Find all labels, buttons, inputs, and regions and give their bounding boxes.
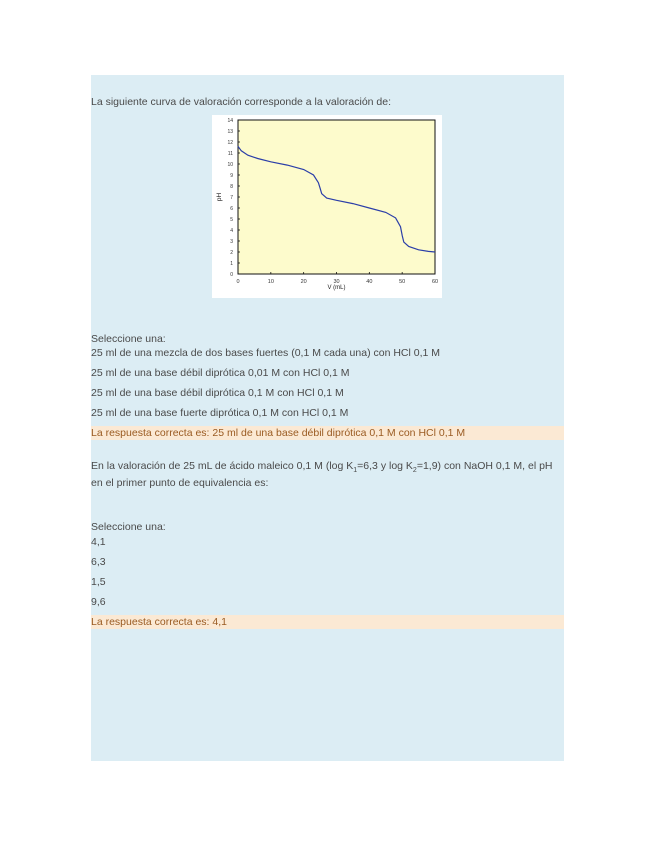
y-tick-label: 5: [230, 217, 233, 223]
y-tick-label: 9: [230, 173, 233, 179]
y-tick-label: 2: [230, 250, 233, 256]
x-tick-label: 40: [366, 279, 373, 285]
y-tick-label: 4: [230, 228, 233, 234]
x-tick-label: 50: [399, 279, 406, 285]
y-tick-label: 3: [230, 239, 233, 245]
question-2-prompt-part2: =6,3 y log K: [357, 460, 413, 472]
y-tick-label: 11: [227, 151, 233, 157]
y-tick-label: 13: [227, 129, 233, 135]
y-tick-label: 6: [230, 206, 233, 212]
question-2-option-1[interactable]: 4,1: [91, 536, 106, 548]
question-2-option-4[interactable]: 9,6: [91, 596, 106, 608]
plot-area: [238, 120, 435, 274]
y-axis-label: pH: [216, 192, 223, 202]
x-axis-label: V (mL): [327, 285, 346, 291]
question-2-prompt-part3: =1,9) con NaOH 0,1 M, el pH en el primer punto de equivalencia es:: [91, 460, 553, 490]
question-1-select-label: Seleccione una:: [91, 333, 166, 345]
x-tick-label: 10: [267, 279, 274, 285]
question-1-option-2[interactable]: 25 ml de una base débil diprótica 0,01 M con HCl 0,1 M: [91, 367, 350, 379]
question-2-option-3[interactable]: 1,5: [91, 576, 106, 588]
x-tick-label: 0: [236, 279, 240, 285]
question-2-correct-answer-text: La respuesta correcta es: 4,1: [91, 616, 227, 628]
y-tick-label: 0: [230, 272, 233, 278]
question-2-option-2[interactable]: 6,3: [91, 556, 106, 568]
y-tick-label: 7: [230, 195, 233, 201]
y-tick-label: 12: [227, 140, 233, 146]
y-tick-label: 14: [227, 118, 233, 124]
question-1-option-3[interactable]: 25 ml de una base débil diprótica 0,1 M con HCl 0,1 M: [91, 387, 344, 399]
chart-svg: [212, 115, 442, 298]
x-tick-label: 30: [333, 279, 340, 285]
question-2-k1-subscript: 1: [353, 467, 358, 475]
y-tick-label: 8: [230, 184, 233, 190]
question-1-correct-answer: [91, 426, 564, 440]
y-tick-label: 10: [227, 162, 233, 168]
x-tick-label: 60: [431, 279, 439, 285]
question-2-correct-answer: [91, 615, 564, 629]
question-2-prompt: [91, 460, 561, 490]
question-1-correct-answer-text: La respuesta correcta es: 25 ml de una base débil diprótica 0,1 M con HCl 0,1 M: [91, 427, 466, 439]
question-1-option-1[interactable]: 25 ml de una mezcla de dos bases fuertes (0,1 M cada una) con HCl 0,1 M: [91, 347, 441, 359]
x-tick-label: 20: [300, 279, 307, 285]
question-1-prompt: La siguiente curva de valoración corresponde a la valoración de:: [91, 96, 392, 108]
titration-curve-chart: [212, 115, 442, 298]
question-1-option-4[interactable]: 25 ml de una base fuerte diprótica 0,1 M con HCl 0,1 M: [91, 407, 349, 419]
question-2-k2-subscript: 2: [412, 467, 417, 475]
y-tick-label: 1: [230, 261, 233, 267]
question-2-select-label: Seleccione una:: [91, 521, 166, 533]
question-2-prompt-part1: En la valoración de 25 mL de ácido maleico 0,1 M (log K: [91, 460, 354, 472]
